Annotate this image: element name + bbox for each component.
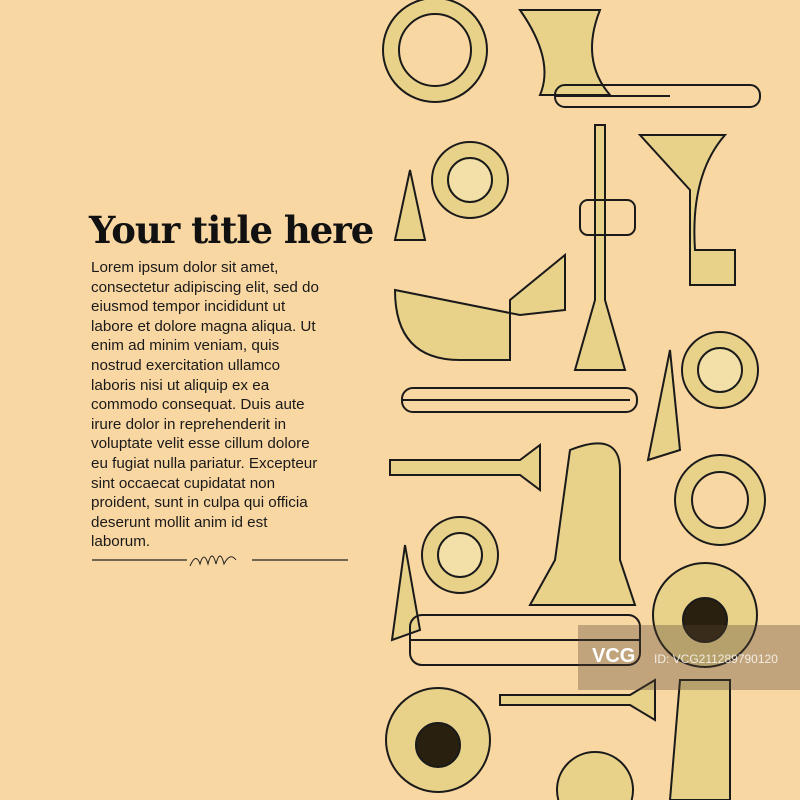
french-horn-icon xyxy=(648,332,758,460)
body-line: proident, sunt in culpa qui officia xyxy=(91,494,308,512)
body-line: laborum. xyxy=(91,533,151,551)
poster-title: Your title here xyxy=(89,208,374,252)
flourish-divider xyxy=(92,548,348,578)
body-line: nostrud exercitation ullamco xyxy=(91,356,281,374)
body-line: enim ad minim veniam, quis xyxy=(91,337,280,355)
body-line: voluptate velit esse cillum dolore xyxy=(91,435,310,453)
french-horn-icon xyxy=(557,752,633,800)
body-line: sint occaecat cupidatat non xyxy=(91,474,276,492)
sousaphone-icon xyxy=(675,455,765,545)
body-line: labore et dolore magna aliqua. Ut xyxy=(91,317,316,335)
tuba-icon xyxy=(520,10,610,95)
watermark-id: ID: VCG211289790120 xyxy=(654,652,778,666)
body-line: eu fugiat nulla pariatur. Excepteur xyxy=(91,454,318,472)
french-horn-icon xyxy=(395,142,508,240)
body-line: Lorem ipsum dolor sit amet, xyxy=(91,259,279,276)
body-text xyxy=(91,258,319,552)
body-line: consectetur adipiscing elit, sed do xyxy=(91,278,319,296)
euphonium-icon xyxy=(395,255,565,360)
trombone-icon xyxy=(402,388,637,412)
sousaphone-icon xyxy=(383,0,487,102)
tuba-icon xyxy=(670,680,730,800)
body-line: commodo consequat. Duis aute xyxy=(91,396,305,414)
tuba-icon xyxy=(640,135,735,285)
tuba-icon xyxy=(530,443,635,605)
body-line: laboris nisi ut aliquip ex ea xyxy=(91,376,270,394)
french-horn-icon xyxy=(392,517,498,640)
trumpet-icon xyxy=(575,125,635,370)
body-line: deserunt mollit anim id est xyxy=(91,513,268,531)
watermark-logo: VCG xyxy=(592,645,636,667)
trumpet-icon xyxy=(390,445,540,490)
body-line: eiusmod tempor incididunt ut xyxy=(91,298,286,316)
watermark xyxy=(578,625,800,690)
sousaphone-bell-icon xyxy=(386,688,490,792)
body-line: irure dolor in reprehenderit in xyxy=(91,415,287,433)
